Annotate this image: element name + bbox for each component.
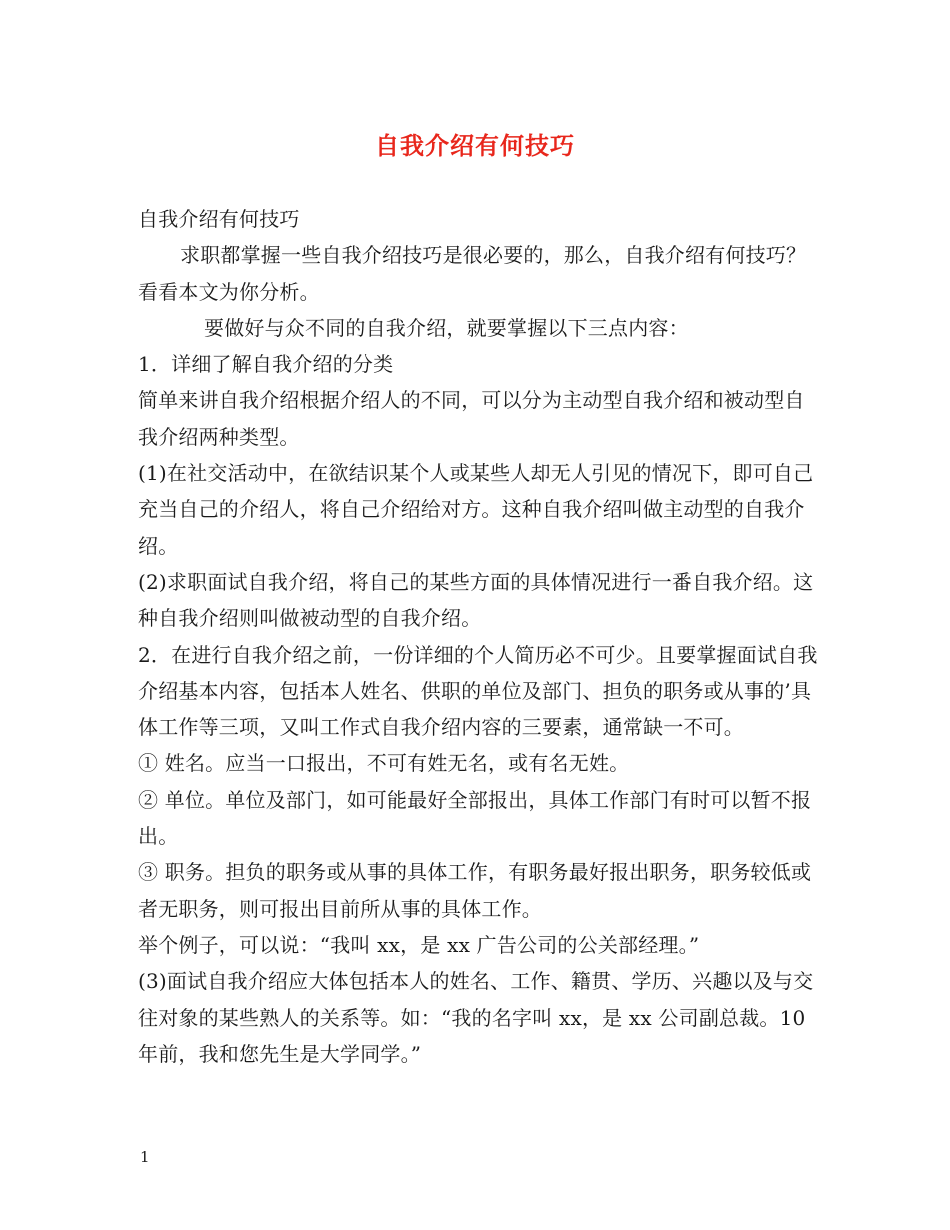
paragraph: 简单来讲自我介绍根据介绍人的不同，可以分为主动型自我介绍和被动型自我介绍两种类型。: [138, 388, 805, 449]
list-item: ① 姓名。应当一口报出，不可有姓无名，或有名无姓。: [138, 751, 630, 776]
section-heading-2: 2．在进行自我介绍之前，一份详细的个人简历必不可少。且要掌握面试自我介绍基本内容，包括本人姓名、供职的单位及部门、担负的职务或从事的’具体工作等三项，又叫工作式自我介绍内容的三要素，通常缺一不可。: [138, 642, 818, 740]
list-item: ② 单位。单位及部门，如可能最好全部报出，具体工作部门有时可以暂不报出。: [138, 787, 812, 849]
document-body: [138, 201, 818, 1072]
paragraph-intro: 求职都掌握一些自我介绍技巧是很必要的，那么，自我介绍有何技巧？看看本文为你分析。: [138, 243, 807, 304]
page-number: 1: [140, 1148, 150, 1166]
paragraph: (1)在社交活动中，在欲结识某个人或某些人却无人引见的情况下，即可自己充当自己的介绍人，将自己介绍给对方。这种自我介绍叫做主动型的自我介绍。: [138, 461, 814, 558]
paragraph-lead: 要做好与众不同的自我介绍，就要掌握以下三点内容：: [204, 315, 689, 340]
list-item: ③ 职务。担负的职务或从事的具体工作，有职务最好报出职务，职务较低或者无职务，则可报出目前所从事的具体工作。: [138, 860, 812, 921]
paragraph-example: 举个例子，可以说：“我叫 xx，是 xx 广告公司的公关部经理。”: [138, 932, 700, 957]
paragraph: (2)求职面试自我介绍，将自己的某些方面的具体情况进行一番自我介绍。这种自我介绍则叫做被动型的自我介绍。: [138, 569, 814, 631]
document-title: 自我介绍有何技巧: [375, 131, 575, 160]
section-heading-1: 1．详细了解自我介绍的分类: [138, 352, 394, 377]
paragraph: (3)面试自我介绍应大体包括本人的姓名、工作、籍贯、学历、兴趣以及与交往对象的某些熟人的关系等。如：“我的名字叫 xx，是 xx 公司副总裁。10 年前，我和您先生是大学同学。”: [138, 969, 814, 1066]
paragraph-heading: 自我介绍有何技巧: [138, 207, 300, 231]
